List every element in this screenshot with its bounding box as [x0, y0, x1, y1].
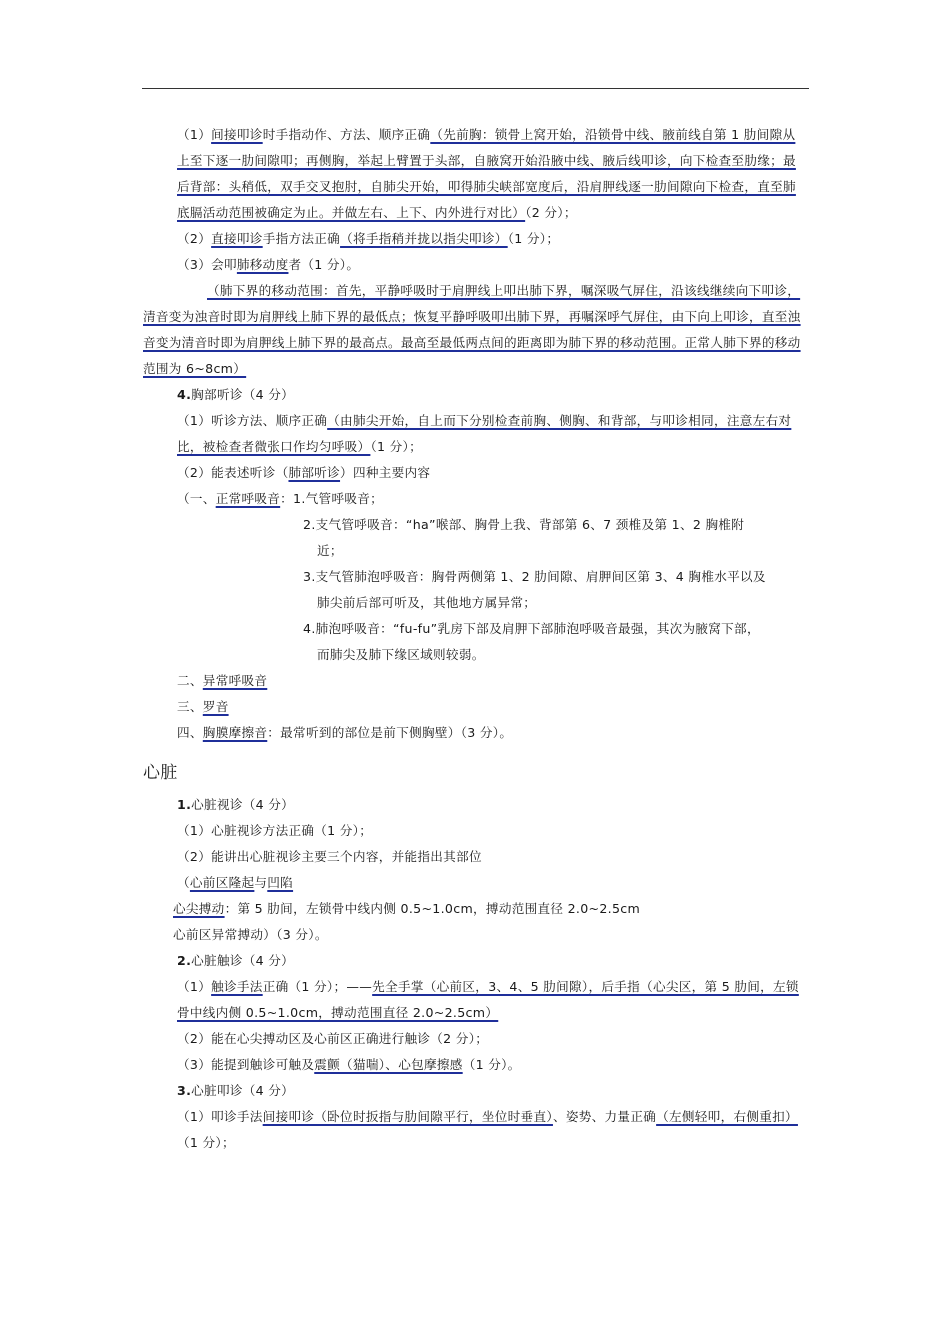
section-number: 3.: [177, 1083, 192, 1098]
text: （3）能提到触诊可触及: [177, 1057, 315, 1072]
term-apex-beat: 心尖搏动: [173, 901, 225, 916]
header-rule: [142, 88, 809, 89]
text: ）四种主要内容: [340, 465, 431, 480]
auscultation-item-1: [143, 408, 808, 460]
text: （2）能表述听诊（: [177, 465, 289, 480]
term-lung-mobility: 肺移动度: [236, 257, 289, 272]
term-palpation-technique: 触诊手法: [211, 979, 263, 994]
auscultation-item-2: [143, 460, 808, 486]
text: （3）会叩: [177, 257, 237, 272]
section-title: 心脏触诊（4 分）: [191, 953, 295, 968]
pleural-friction-rub: [143, 720, 808, 746]
section-title: 胸部听诊（4 分）: [191, 387, 295, 402]
section-title: 心脏视诊（4 分）: [191, 797, 295, 812]
text: 四、: [177, 725, 203, 740]
text: ：第 5 肋间，左锁骨中线内侧 0.5~1.0cm，搏动范围直径 2.0~2.5cm: [224, 901, 641, 916]
text: （1）: [177, 127, 212, 142]
lung-mobility-note: [143, 278, 808, 382]
term-indirect-percussion: 间接叩诊: [211, 127, 263, 142]
text: 时手指动作、方法、顺序正确: [262, 127, 431, 142]
section-title-heart: 心脏: [143, 763, 178, 783]
score: （1 分）；: [177, 1135, 235, 1150]
lung-percussion-item-2: [143, 226, 808, 252]
text: （1）听诊方法、顺序正确: [177, 413, 328, 428]
heart-inspection-item-4: [143, 896, 808, 922]
text: 近；: [317, 543, 343, 558]
score: （1 分）；: [507, 231, 560, 246]
section-number: 4.: [177, 387, 192, 402]
text: 、姿势、力量正确: [552, 1109, 657, 1124]
note-auscultation-method: （由肺尖开始，自上而下分别检查前胸、侧胸、和背部，与叩诊相同，注意左右对比，被检查者微张口作均匀呼吸）: [177, 413, 792, 454]
section-heading-auscultation: [143, 382, 808, 408]
text: ：1.气管呼吸音；: [280, 491, 384, 506]
text: （1）叩诊手法: [177, 1109, 263, 1124]
note-lung-mobility: （肺下界的移动范围：首先，平静呼吸时于肩胛线上叩出肺下界，嘱深吸气屏住，沿该线继续向下叩诊，清音变为浊音时即为肩胛线上肺下界的最低点；恢复平静呼吸叩出肺下界，再嘱深呼气屏住，由下向上叩诊，直至浊音变为清音时即为肩胛线上肺下界的最高点。最高至最低两点间的距离即为肺下界的移动范围。正常人肺下界的移动范围为 6~8cm）: [143, 283, 801, 376]
text: 2.支气管呼吸音：“ha”喉部、胸骨上我、背部第 6、7 颈椎及第 1、2 胸椎附: [303, 517, 745, 532]
document-page: [143, 122, 808, 1156]
text: 三、: [177, 699, 203, 714]
text: 手指方法正确: [262, 231, 341, 246]
text: 肺尖前后部可听及，其他地方属异常；: [317, 595, 537, 610]
heart-inspection-item-1: （1）心脏视诊方法正确（1 分）；: [177, 823, 373, 838]
section-number: 2.: [177, 953, 192, 968]
term-pleural-friction-rub: 胸膜摩擦音: [202, 725, 268, 740]
text: （2）: [177, 231, 212, 246]
heart-inspection-item-3: [143, 870, 808, 896]
heart-palpation-item-1: [143, 974, 808, 1026]
text: 正确（1 分）；——: [262, 979, 373, 994]
abnormal-breath-sounds: [143, 668, 808, 694]
breath-sound-2: [143, 512, 808, 564]
heart-palpation-item-2: （2）能在心尖搏动区及心前区正确进行触诊（2 分）；: [177, 1031, 489, 1046]
term-depression: 凹陷: [267, 875, 294, 890]
term-rales: 罗音: [202, 699, 229, 714]
rales: [143, 694, 808, 720]
term-normal-breath-sounds: 正常呼吸音: [215, 491, 281, 506]
term-precordial-bulge: 心前区隆起: [189, 875, 255, 890]
text: 二、: [177, 673, 203, 688]
term-abnormal-breath-sounds: 异常呼吸音: [202, 673, 268, 688]
lung-percussion-item-3: [143, 252, 808, 278]
section-number: 1.: [177, 797, 192, 812]
score: （1 分）；: [370, 439, 422, 454]
text: 者（1 分）。: [288, 257, 360, 272]
text: （: [177, 875, 190, 890]
heart-percussion-item-1: [143, 1104, 808, 1156]
text: ：最常听到的部位是前下侧胸壁）（3 分）。: [267, 725, 513, 740]
section-heading-heart-inspection: [143, 792, 808, 818]
section-heading-heart-palpation: [143, 948, 808, 974]
breath-sound-4: [143, 616, 808, 668]
lung-percussion-item-1: [143, 122, 808, 226]
note-indirect-percussion: （先前胸：锁骨上窝开始，沿锁骨中线、腋前线自第 1 肋间隙从上至下逐一肋间隙叩；再侧胸，举起上臂置于头部，自腋窝开始沿腋中线、腋后线叩诊，向下检查至肋缘；最后背部：头稍低，双手交叉抱肘，自肺尖开始，叩得肺尖峡部宽度后，沿肩胛线逐一肋间隙向下检查，直至肺底膈活动范围被确定为止。并做左右、上下、内外进行对比）: [177, 127, 796, 220]
term-lung-auscultation: 肺部听诊: [288, 465, 341, 480]
section-heading-heart-percussion: [143, 1078, 808, 1104]
text: 而肺尖及肺下缘区域则较弱。: [317, 647, 485, 662]
note-percussion-force: （左侧轻叩，右侧重扣）: [656, 1109, 798, 1124]
text: （1）: [177, 979, 212, 994]
term-indirect-percussion: 间接叩诊（卧位时扳指与肋间隙平行，坐位时垂直）: [262, 1109, 553, 1124]
term-thrill-friction: 震颤（猫喘）、心包摩擦感: [314, 1057, 463, 1072]
text: 3.支气管肺泡呼吸音：胸骨两侧第 1、2 肋间隙、肩胛间区第 3、4 胸椎水平以及: [303, 569, 766, 584]
note-direct-percussion: （将手指稍并拢以指尖叩诊）: [340, 231, 508, 246]
score: （2 分）；: [525, 205, 577, 220]
heart-palpation-item-3: [143, 1052, 808, 1078]
breath-sound-3: [143, 564, 808, 616]
text: 4.肺泡呼吸音：“fu-fu”乳房下部及肩胛下部肺泡呼吸音最强，其次为腋窝下部，: [303, 621, 760, 636]
heart-inspection-item-2: （2）能讲出心脏视诊主要三个内容，并能指出其部位: [177, 849, 482, 864]
term-direct-percussion: 直接叩诊: [211, 231, 263, 246]
note-palpation: 先全手掌（心前区，3、4、5 肋间隙），后手指（心尖区，第 5 肋间，左锁骨中线内侧 0.5~1.0cm，搏动范围直径 2.0~2.5cm）: [177, 979, 799, 1020]
section-title: 心脏叩诊（4 分）: [191, 1083, 295, 1098]
normal-breath-sounds: [143, 486, 808, 512]
heart-inspection-item-5: 心前区异常搏动）（3 分）。: [173, 927, 328, 942]
score: （1 分）。: [462, 1057, 521, 1072]
text: （一、: [177, 491, 216, 506]
text: 与: [254, 875, 268, 890]
